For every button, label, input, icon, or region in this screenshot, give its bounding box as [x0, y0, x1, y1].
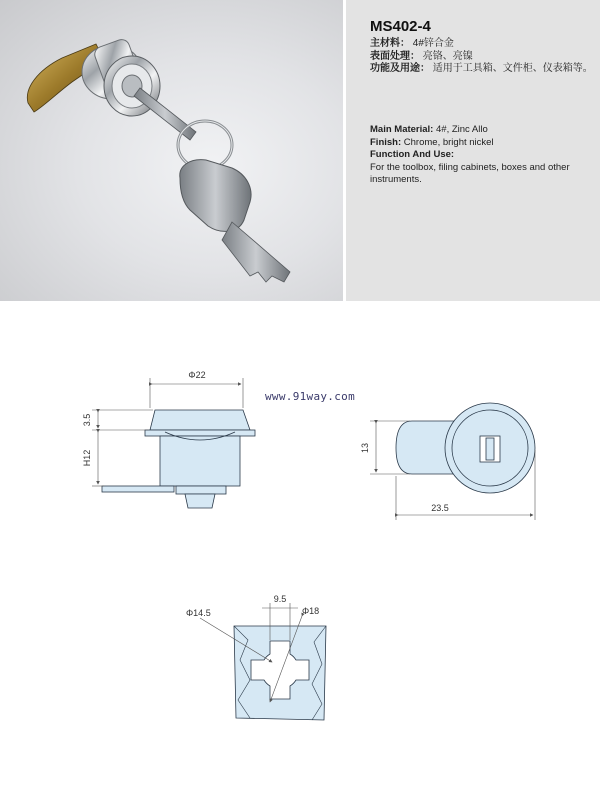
spec-cn-label: 表面处理： — [370, 50, 420, 62]
end-view-drawing — [396, 403, 535, 493]
dim-width-9-5: 9.5 — [273, 594, 287, 604]
dim-height-13: 13 — [360, 442, 370, 454]
dim-diameter-18: Φ18 — [302, 606, 320, 616]
spec-cn-label: 功能及用途： — [370, 63, 430, 74]
side-view-collar — [145, 430, 255, 436]
side-view-tail — [185, 494, 215, 508]
dim-diameter-14-5: Φ14.5 — [186, 608, 211, 618]
function-label: Function And Use: — [370, 149, 455, 160]
spec-cn-label: 主材料： — [370, 38, 410, 49]
end-view-keyslot — [486, 438, 494, 460]
spec-cn-value: 4#锌合金 — [412, 38, 454, 49]
finish-label: Finish: — [370, 136, 402, 148]
side-view-nut — [176, 486, 226, 494]
cutout-drawing — [234, 626, 326, 720]
finish-value: Chrome, bright nickel — [403, 136, 494, 148]
spec-cn-value: 亮铬、亮镍 — [422, 50, 473, 62]
spec-cn-value: 适用于工具箱、文件柜、仪表箱等。 — [432, 63, 593, 74]
dim-diameter-22: Φ22 — [188, 370, 206, 380]
model-title: MS402-4 — [370, 18, 431, 35]
side-view-body — [160, 436, 240, 486]
dim-height-3-5: 3.5 — [82, 413, 92, 427]
material-value: 4#, Zinc Allo — [436, 124, 488, 135]
dim-height-h12: H12 — [82, 449, 92, 467]
dim-width-23-5: 23.5 — [431, 503, 449, 513]
side-view-flange — [150, 410, 250, 430]
material-label: Main Material: — [370, 124, 434, 135]
function-value: For the toolbox, filing cabinets, boxes and other instruments. — [370, 161, 570, 185]
side-view-cam — [102, 486, 174, 492]
side-view-drawing — [102, 410, 255, 508]
site-watermark: www.91way.com — [265, 390, 355, 403]
